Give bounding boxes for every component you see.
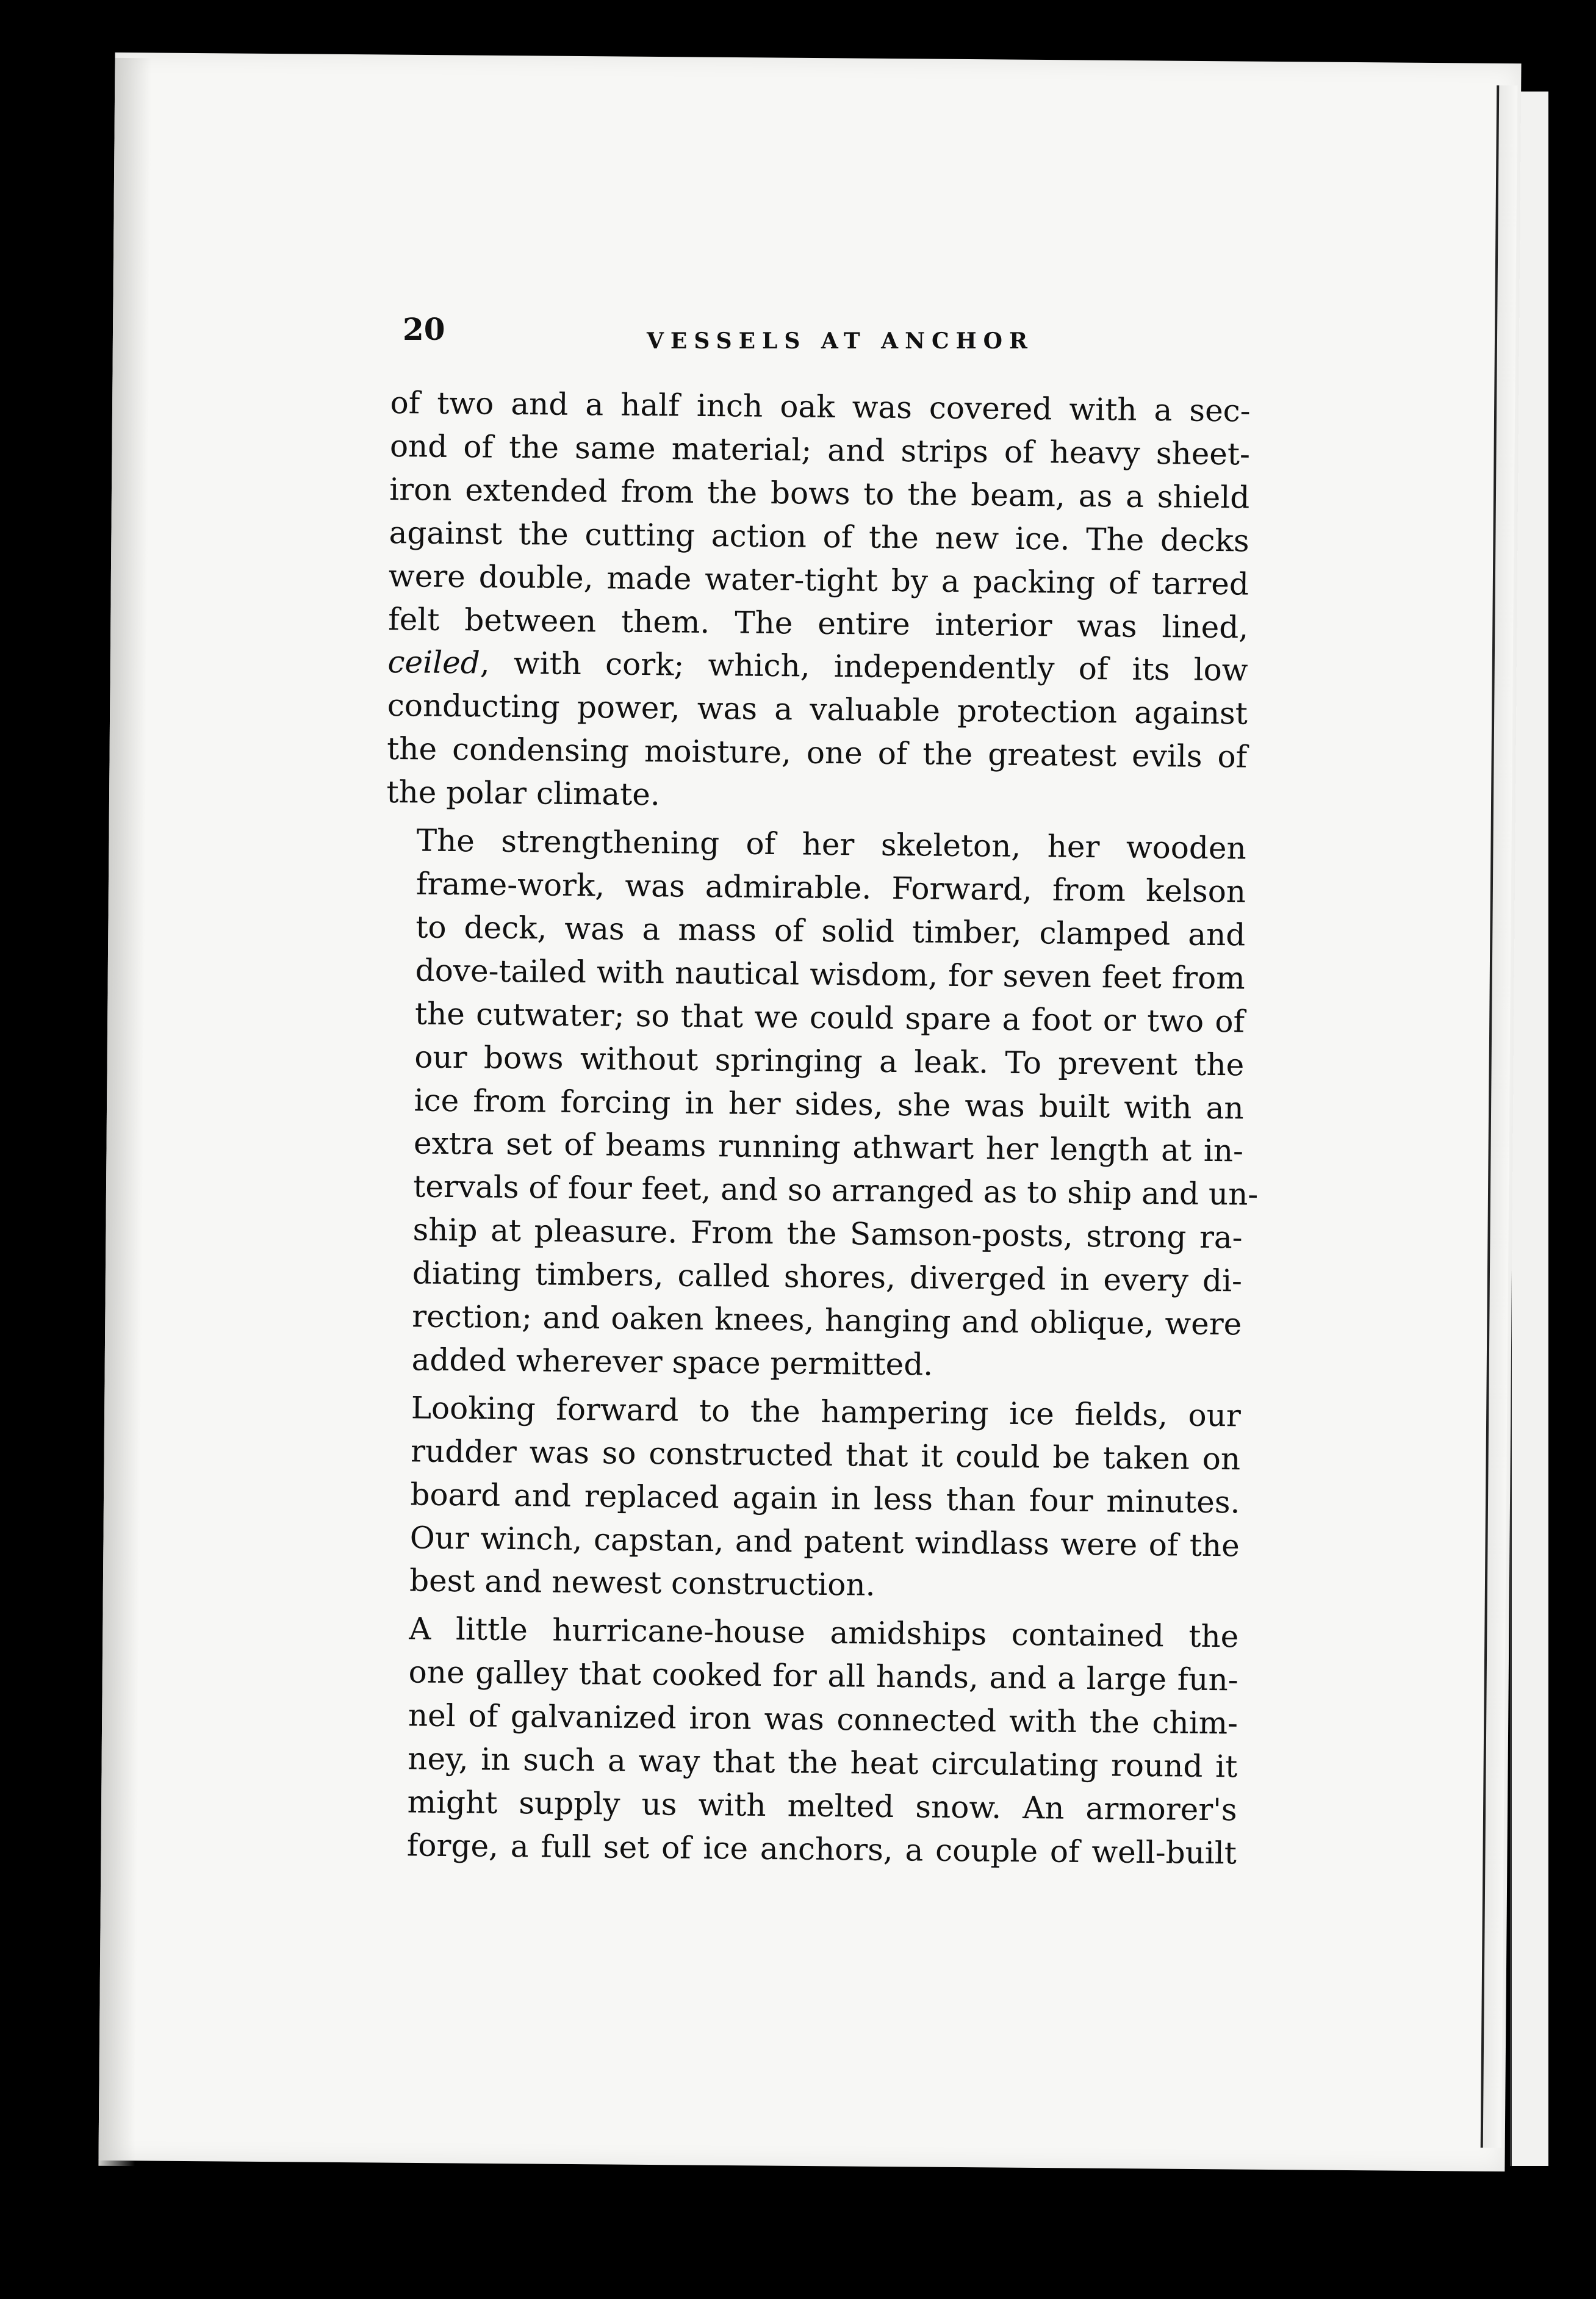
text-line: board and replaced again in less than four minutes. bbox=[410, 1477, 1240, 1520]
text-line: to deck, was a mass of solid timber, clamped and bbox=[415, 909, 1246, 953]
text-line: A little hurricane-house amidships contained the bbox=[409, 1611, 1239, 1655]
text-line: Looking forward to the hampering ice fields, our bbox=[411, 1390, 1242, 1434]
text-line: forge, a full set of ice anchors, a couple of well-built bbox=[406, 1827, 1237, 1871]
paragraph bbox=[381, 819, 1259, 1389]
paragraph bbox=[379, 1386, 1241, 1611]
text-line: Our winch, capstan, and patent windlass were of the bbox=[409, 1519, 1240, 1564]
text-line: ney, in such a way that the heat circulating round it bbox=[408, 1741, 1238, 1785]
italic-word: ceiled bbox=[387, 644, 481, 681]
text-line: frame-work, was admirable. Forward, from kelson bbox=[415, 866, 1246, 910]
page-header bbox=[403, 311, 1269, 360]
page-number: 20 bbox=[403, 311, 445, 347]
running-head: VESSELS AT ANCHOR bbox=[647, 328, 1034, 354]
body-text bbox=[376, 381, 1259, 1875]
text-line: felt between them. The entire interior was lined, bbox=[387, 601, 1249, 646]
paragraph bbox=[376, 1607, 1239, 1875]
text-line: might supply us with melted snow. An armorer's bbox=[407, 1784, 1237, 1828]
text-line: ship at pleasure. From the Samson-posts, strong ra- bbox=[412, 1212, 1243, 1256]
text-line: tervals of four feet, and so arranged as to ship and un- bbox=[413, 1168, 1259, 1213]
text-line: the condensing moisture, one of the greatest evils of bbox=[386, 731, 1248, 775]
text-line: the cutwater; so that we could spare a foot or two of bbox=[414, 996, 1245, 1040]
text-line-italic-lead: ceiled, with cork; which, independently of its low bbox=[387, 644, 1248, 688]
text-line: rection; and oaken knees, hanging and oblique, were bbox=[412, 1298, 1242, 1342]
text-line: diating timbers, called shores, diverged in every di- bbox=[412, 1255, 1243, 1299]
text-line: rudder was so constructed that it could be taken on bbox=[410, 1433, 1241, 1477]
text-line: one galley that cooked for all hands, and a large fun- bbox=[408, 1654, 1238, 1698]
text-line: added wherever space permitted. bbox=[411, 1342, 933, 1383]
text-line: were double, made water-tight by a packing of tarred bbox=[388, 558, 1249, 602]
text-line: dove-tailed with nautical wisdom, for seven feet from bbox=[415, 952, 1245, 996]
text-line: ice from forcing in her sides, she was built with an bbox=[414, 1082, 1244, 1126]
text-line: our bows without springing a leak. To prevent the bbox=[414, 1039, 1245, 1083]
text-line: ond of the same material; and strips of heavy sheet- bbox=[389, 428, 1251, 472]
text-line: of two and a half inch oak was covered with a sec- bbox=[390, 384, 1251, 429]
text-line: best and newest construction. bbox=[409, 1563, 875, 1603]
text-line: The strengthening of her skeleton, her wooden bbox=[416, 822, 1246, 866]
text-line: the polar climate. bbox=[386, 774, 661, 813]
text-line: iron extended from the bows to the beam, as a shield bbox=[389, 471, 1250, 516]
text-line: against the cutting action of the new ice. The decks bbox=[389, 514, 1249, 559]
text-line: nel of galvanized iron was connected with the chim- bbox=[408, 1697, 1238, 1741]
text-line: conducting power, was a valuable protection against bbox=[387, 688, 1248, 732]
text-line: extra set of beams running athwart her length at in- bbox=[413, 1125, 1244, 1169]
paragraph bbox=[386, 381, 1251, 822]
